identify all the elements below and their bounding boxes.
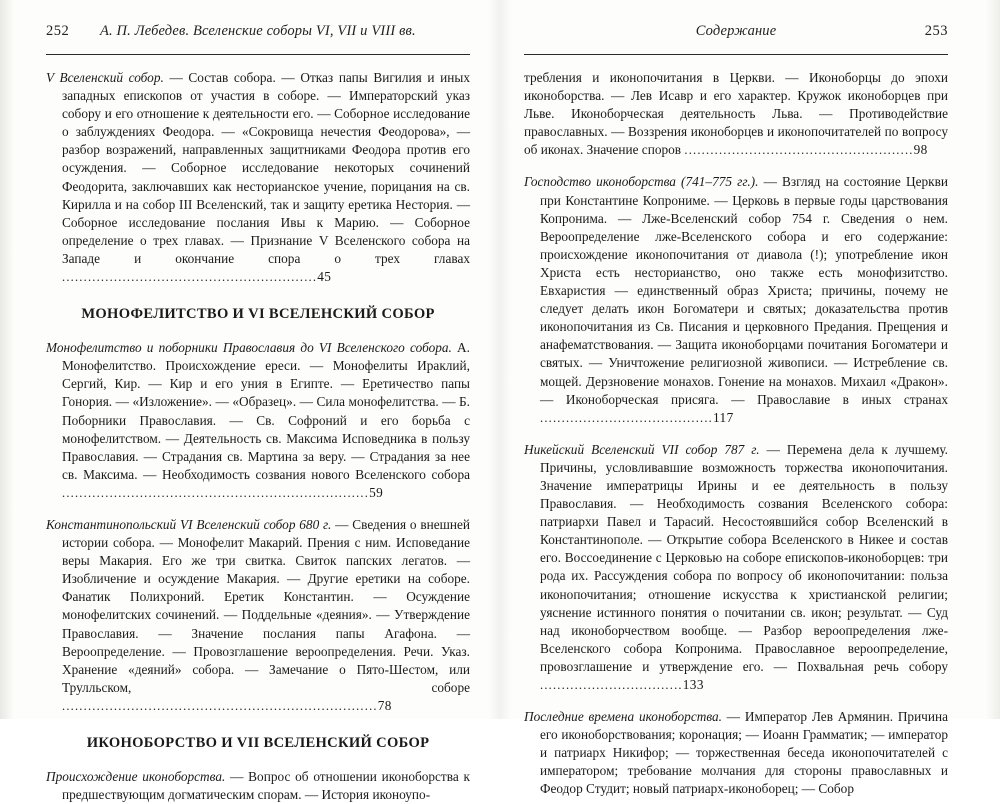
section-heading-ikonoborstvo: ИКОНОБОРСТВО И VII ВСЕЛЕНСКИЙ СОБОР <box>86 735 430 751</box>
toc-entry <box>46 339 470 502</box>
toc-entry-folio: 59 <box>369 484 384 500</box>
toc-entry-body: А. Монофелитство. Происхождение ереси. — Монофелиты Ираклий, Сергий, Кир. — Кир и его уния в Египте. — Еретичество папы Гонория. — «Изложение». — «Образец». — Сила монофелитства. — Б. Поборники Православия. — Св. Софроний и его борьба с монофелитством. — Деятельность св. Максима Исповедника в пользу Православия. — Страдания св. Мартина за веру. — Страдания за нее св. Максима. — Необходимость созвания нового Вселенского собора <box>62 340 470 482</box>
toc-entry-lead: Происхождение иконоборства. <box>46 769 226 784</box>
toc-entry-lead: Господство иконоборства (741–775 гг.). <box>524 174 759 190</box>
toc-entry-lead: V Вселенский собор. <box>46 70 164 85</box>
toc-leader-dots: ....................................................................... <box>62 485 370 500</box>
left-running-head-title: А. П. Лебедев. Вселенские соборы VI, VII и VIII вв. <box>100 23 416 39</box>
right-page-folio: 253 <box>924 23 948 39</box>
toc-entry <box>46 69 470 286</box>
toc-entry-folio: 78 <box>377 697 392 713</box>
right-running-head <box>524 22 948 52</box>
toc-entry <box>524 708 948 798</box>
toc-leader-dots: ......................................................................... <box>62 698 378 713</box>
toc-entry-lead: Никейский Вселенский VII собор 787 г. <box>524 441 760 457</box>
toc-entry-body: — Состав собора. — Отказ папы Вигилия и иных западных епископов от участия в соборе. — Императорский указ собору и его отношение к деятельности его. — Соборное исследование о заблуждениях Феодора. — «Сокровища нечестия Феодорова», — разбор возражений, направленных защитниками Феодора против его осуждения. — Соборное исследование некоторых сочинений Феодорита, заключавших как несторианское учение, порицания на св. Кирилла и на собор III Вселенский, так и защиту еретика Нестория. — Соборное исследование послания Ивы к Марию. — Соборное определение о трех главах. — Признание V Вселенского собора на Западе и окончание спора о трех главах <box>62 70 470 266</box>
right-running-head-title: Содержание <box>695 23 777 39</box>
right-header-rule <box>524 54 948 55</box>
toc-entry-body: — Вопрос об отношении иконоборства к предшествующим догматическим спорам. — История иконоупо- <box>62 769 470 803</box>
left-page-folio: 252 <box>46 23 70 39</box>
toc-leader-dots: ..................................................... <box>684 143 914 158</box>
left-running-head <box>46 22 470 52</box>
toc-entry-lead: Последние времена иконоборства. <box>524 709 722 725</box>
toc-entry-folio: 98 <box>913 142 928 158</box>
toc-entry-lead: Монофелитство и поборники Православия до VI Вселенского собора. <box>46 340 452 356</box>
toc-entry <box>524 69 948 159</box>
toc-entry <box>46 516 470 715</box>
toc-entry-body: требления и иконопочитания в Церкви. — Иконоборцы до эпохи иконоборства. — Лев Исавр и его характер. Кружок иконоборцев при Льве. Иконоборческая деятельность Льва. — Противодействие православных. — Воззрения иконоборцев и иконопочитателей по вопросу об иконах. Значение споров <box>524 70 948 158</box>
toc-entry-folio: 117 <box>713 409 734 425</box>
left-page <box>0 0 500 803</box>
toc-entry <box>46 768 470 804</box>
toc-leader-dots: ........................................ <box>540 410 713 425</box>
toc-entry-body: — Перемена дела к лучшему. Причины, условливавшие возможность торжества иконопочитания. Значение императрицы Ирины и ее деятельность в пользу Православия. — Необходимость созвания Вселенского собора: патриархи Павел и Тарасий. Несостоявшийся собор Вселенский в Константинополе. — Открытие собора Вселенского в Никее и состав его. Воссоединение с Церковью на соборе епископов-иконоборцев: три рода их. Рассуждения собора по вопросу об иконопочитании: польза иконопочитания; отношение искусства к христианской религии; уяснение истинного понятия о почитании св. икон; результат. — Суд над иконоборчеством вообще. — Разбор вероопределения лже-Вселенского собора Копронима. Православное вероопределение, провозглашение и утверждение его. — Похвальная речь собору <box>540 441 949 674</box>
toc-entry-folio: 45 <box>317 269 332 285</box>
toc-entry-body: — Взгляд на состояние Церкви при Константине Копрониме. — Церковь в первые годы царствования Копронима. — Лже-Вселенский собор 754 г. Сведения о нем. Вероопределение лже-Вселенского собора и его содержание: происхождение иконопочитания от диавола (!); употребление икон Христа есть несторианство, оно также есть монофизитство. Евхаристия — единственный образ Христа; причины, почему не следует делать икон Богоматери и святых; доказательства против иконопочитания из Св. Писания и церковного Предания. Прещения и анафематствования. — Защита иконоборцами почитания Богоматери и святых. — Уничтожение религиозной живописи. — Истребление св. мощей. Дерзновение монахов. Гонение на монахов. Михаил «Дракон». — Иконоборческая присяга. — Православие в иных странах <box>540 174 948 407</box>
toc-entry-lead: Константинопольский VI Вселенский собор 680 г. <box>46 516 332 532</box>
section-heading-monofelitstvo: МОНОФЕЛИТСТВО И VI ВСЕЛЕНСКИЙ СОБОР <box>81 306 435 323</box>
toc-entry-body: — Сведения о внешней истории собора. — Монофелит Макарий. Прения с ним. Исповедание веры Макария. Его же три свитка. Свиток папских легатов. — Изобличение и осуждение Макария. — Другие еретики на соборе. Фанатик Полихроний. Еретик Константин. — Осуждение монофелитских сочинений. — Поддельные «деяния». — Утверждение Православия. — Значение послания папы Агафона. — Вероопределение. — Провозглашение вероопределения. Речи. Указ. Хранение «деяний» собора. — Замечание о Пято-Шестом, или Трулльском, соборе <box>62 516 470 695</box>
toc-leader-dots: ........................................................... <box>62 270 318 285</box>
right-page <box>500 0 1000 797</box>
toc-entry <box>524 441 948 694</box>
left-header-rule <box>46 54 470 55</box>
toc-leader-dots: ................................. <box>540 678 683 692</box>
toc-entry-body: — Император Лев Армянин. Причина его иконоборствования; коронация; — Иоанн Грамматик; — император и патриарх Никифор; — торжественная беседа иконопочитателей с императором; требование молчания для стороны православных и Феодор Студит; новый патриарх-иконоборец; — Собор <box>540 709 949 797</box>
toc-entry-folio: 133 <box>682 677 704 692</box>
toc-entry <box>524 173 948 426</box>
